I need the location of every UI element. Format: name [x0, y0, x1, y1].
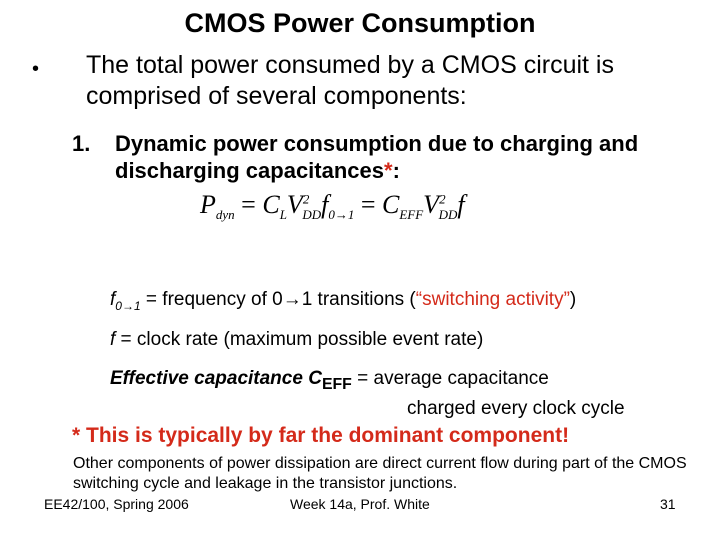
footnote-star: *	[384, 158, 393, 183]
list-item-number: 1.	[72, 131, 91, 156]
dynamic-power-formula: $P_{dyn} = C_LV^2_{DD}f_{0\to 1} = C_{EFF}V^2_{DD}f$	[200, 190, 465, 223]
definition-effective-capacitance: Effective capacitance $C_{EFF}$ = average capacitance charged every clock cycle	[110, 368, 625, 419]
other-components-note: Other components of power dissipation are direct current flow during part of the CMOS switching cycle and leakage in the transistor junctions.	[73, 455, 687, 492]
bullet-marker: •	[32, 58, 40, 80]
intro-text: The total power consumed by a CMOS circuit is comprised of several components:	[86, 51, 614, 110]
list-item-text: Dynamic power consumption due to charging and discharging capacitances*:	[115, 131, 639, 183]
footer-page-number: 31	[660, 496, 676, 512]
slide-title: CMOS Power Consumption	[184, 8, 536, 38]
definition-f01: $f_{0\to 1}$ = frequency of 0→1 transitions (“switching activity”)	[110, 289, 577, 313]
footer-lecture: Week 14a, Prof. White	[290, 496, 430, 512]
list-item-dynamic-power	[72, 130, 712, 190]
dominant-component-note: * This is typically by far the dominant component!	[72, 424, 570, 447]
definition-f: f = clock rate (maximum possible event rate)	[110, 329, 484, 350]
footer-course: EE42/100, Spring 2006	[44, 496, 189, 512]
